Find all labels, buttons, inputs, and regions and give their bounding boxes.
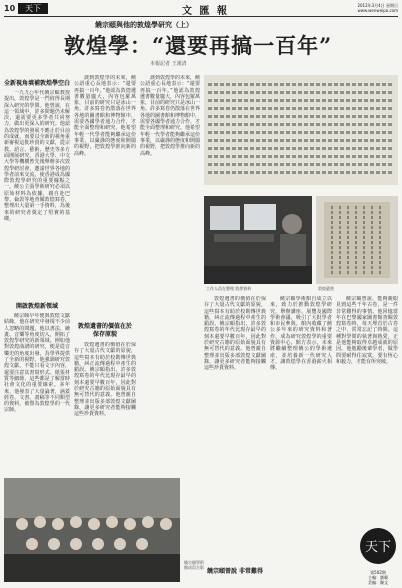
body-column-6 (336, 296, 398, 522)
scroll-photo (316, 196, 398, 284)
paragraph: 談到敦煌學的未來，饒公語重心長地表示：“還要再搞一百年。”他認為敦煌遺書數量龐大，內容包羅萬象，目前的研究只是冰山一角。許多寫卷仍散落在世界各地的圖書館和博物館中，需要各國學者通力合作，才能全面整理和研究。他希望年輕一代學者能夠繼承這份事業，以嚴謹的態度和開闊的視野，把敦煌學推向新的高峰。 (140, 75, 200, 157)
subhead-4: 饒宗頤曾說 非常難得 (206, 568, 264, 575)
paragraph: 談到敦煌學的未來，饒公語重心長地表示：“還要再搞一百年。”他認為敦煌遺書數量龐大，內容包羅萬象，目前的研究只是冰山一角。許多寫卷仍散落在世界各地的圖書館和博物館中，需要各國學者通力合作，才能全面整理和研究。他希望年輕一代學者能夠繼承這份事業，以嚴謹的態度和開闊的視野，把敦煌學推向新的高峰。 (74, 75, 136, 157)
date-block (357, 3, 398, 13)
paragraph: 敦煌遺書的價值在於保存了大量古代文獻的原貌，這些寫本有助於校勘傳世典籍，糾正流傳過程中產生的錯誤。饒宗頤指出，許多敦煌寫卷的年代比現存最早的刻本還要早數百年，因此對於研究古籍的原始面貌具有無可替代的意義。他曾親自整理並出版多部敦煌文獻圖錄，讓更多研究者能夠接觸這些珍貴資料。 (204, 296, 266, 372)
designer-name: 美編：陳文 (368, 580, 388, 585)
paragraph: 饒宗頤早年便與敦煌文獻結緣，他在研究中發現不少前人忽略的問題。他以書法、繪畫、音樂等角度切入，開拓了敦煌學研究的新領域。例如他對敦煌曲譜的研究，便是從音樂史的角度出發，為學界提供了全新的視野。他強調研究敦煌文獻，不能只看文字內容，還要注意其書寫形式、紙張材質等細節，這些都是了解當時社會文化的重要線索。多年來，他發表了大量論著，涵蓋經卷、文書、畫稿等不同類型的資料，被譽為敦煌學的一代宗師。 (4, 313, 70, 414)
paragraph: 敦煌遺書的價值在於保存了大量古代文獻的原貌，這些寫本有助於校勘傳世典籍，糾正流傳過程中產生的錯誤。饒宗頤指出，許多敦煌寫卷的年代比現存最早的刻本還要早數百年，因此對於研究古籍的原始面貌具有無可替代的意義。他曾親自整理並出版多部敦煌文獻圖錄，讓更多研究者能夠接觸這些珍貴資料。 (74, 342, 136, 418)
website-line: www.wenweipo.com (357, 8, 398, 13)
office-photo (204, 196, 312, 284)
body-column-1 (4, 90, 70, 300)
page-number: 10 (4, 4, 16, 13)
group-photo (4, 478, 180, 582)
masthead: 文 匯 報 (182, 6, 229, 17)
editor-name: 主編：劉曉 (368, 575, 388, 580)
paragraph: 一九九○年代饒宗頤教授提出，敦煌學是一門值得長期深入研究的學問。他曾說，在這一領域中，許多問題仍未解決，還需要更多學者共同努力，做出更深入的研究。他認為敦煌學的發展不應止於目前的成就，而要以全新的視角重新審視這批珍貴的文獻，從宗教、語言、藝術、歷史等多方面開展研究。香港大學、中文大學等機構曾先後舉辦多次敦煌學研討會，邀請世界各地的學者前來交流，使香港成為國際敦煌學研究的重要據點之一。饒公主張學術研究必須以原始材料為依據，親自赴巴黎、倫敦等地查閱敦煌寫卷，整理出大量第一手資料，為後來的研究者奠定了堅實的基礎。 (4, 90, 70, 222)
series-title: 饒宗頤與他的敦煌學研究（上） (95, 21, 193, 29)
tianxia-logo-icon (358, 526, 398, 566)
manuscript-photo (204, 75, 398, 185)
svg-text:天下: 天下 (364, 540, 392, 555)
office-caption: 工作人員在整理 敦煌資料 (206, 286, 252, 291)
issue-number: 第502期 (370, 570, 386, 575)
group-caption: 饒宗頤學術館成員合影 (184, 560, 204, 570)
byline: 本報記者 王漢清 (150, 61, 187, 67)
body-column-2b (74, 342, 136, 476)
headline: 敦煌學：“還要再搞一百年” (64, 33, 333, 58)
body-column-1b (4, 313, 70, 473)
body-column-2 (74, 75, 136, 320)
date-line: 2012年3月4日 星期日 (357, 3, 398, 8)
editor-credits (358, 570, 398, 585)
page-header (4, 3, 398, 17)
body-column-4 (204, 296, 266, 566)
section-tag: 天下 (18, 3, 48, 14)
paragraph: 饒宗頤學術館自成立以來，致力於推動敦煌學研究，舉辦講座、展覽及國際學術會議，吸引了大批學者和市民參與。館內收藏了饒公多年來的研究資料和著作，成為研究敦煌學的重要資源中心。館方表示，未來將繼續整理饒公的學術遺產，並培養新一代研究人才，讓敦煌學在香港薪火相傳。 (270, 296, 332, 372)
subhead-2: 開啟敦煌新領域 (15, 303, 58, 310)
subhead-3: 敦煌遺書的價值在於保存原貌 (77, 323, 132, 338)
subhead-1: 全新視角填補敦煌學空白 (4, 80, 71, 87)
paragraph: 饒宗頤曾說，能夠親眼見到這些千年古卷，是一件非常難得的事情。他回憶當年在巴黎國家圖書館查閱敦煌寫卷時，每天埋首於古卷之中，常常忘記了時間。這種對學問的執著與熱愛，正是他能夠取得卓越成就的原因。他勉勵後輩學者，做學問要耐得住寂寞，要有恆心和毅力，才能有所突破。 (336, 296, 398, 365)
body-column-3 (140, 75, 200, 476)
scroll-caption: 敦煌遺書 (318, 286, 334, 291)
body-column-5 (270, 296, 332, 566)
